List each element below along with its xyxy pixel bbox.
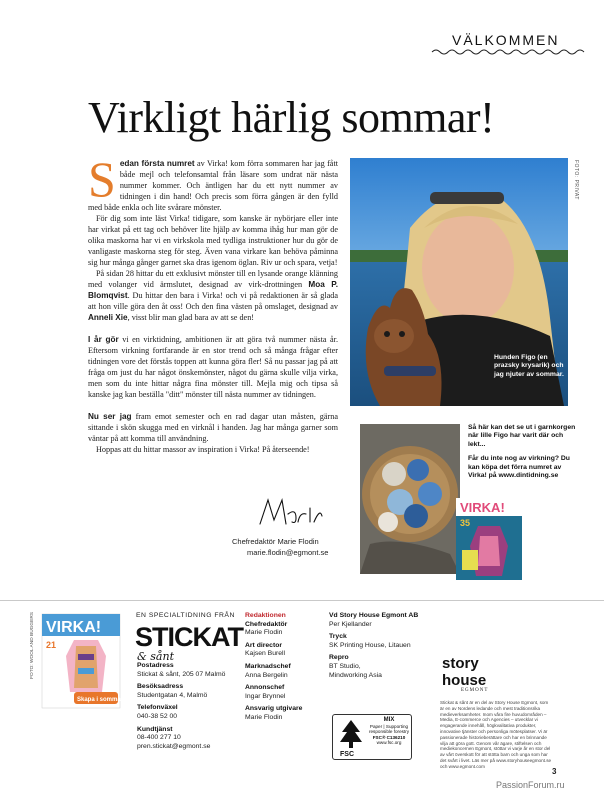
current-cover-illustration: [40, 612, 124, 710]
phone-number: 040-38 52 00: [137, 712, 178, 720]
sh-logo-1: story: [442, 655, 479, 672]
repro-label: Repro: [329, 654, 349, 662]
repro-1: BT Studio,: [329, 662, 361, 670]
drop-cap: S: [88, 151, 116, 207]
sh-logo-2: house: [442, 672, 487, 689]
footer-photo-credit: FOTO: WOOL AND BUGGERS: [30, 612, 35, 679]
fsc-paper: Paper | Supporting responsible forestry: [368, 723, 410, 735]
print-label: Tryck: [329, 633, 347, 641]
egmont-label: EGMONT: [461, 688, 489, 693]
paragraph-1: [88, 151, 338, 213]
paragraph-4: [88, 334, 338, 400]
cover-tagline: Skapa i sommar!: [77, 697, 126, 703]
paragraph-3-a: På sidan 28 hittar du ett exklusivt mönster till en lysande orange klänning med volanger vid ärmslutet, designad av virk-drottningen: [88, 269, 338, 289]
postal-label: Postadress: [137, 662, 174, 669]
editor-title: Chefredaktör Marie Flodin: [232, 537, 319, 546]
role-label: Art director: [245, 641, 283, 649]
role-name: Marie Flodin: [245, 713, 283, 721]
contact-column: [137, 662, 237, 755]
paragraph-3: [88, 268, 338, 323]
prev-cover-title: VIRKA!: [460, 500, 505, 515]
paragraph-5-lead: Nu ser jag: [88, 412, 132, 421]
current-issue-cover: [40, 612, 124, 710]
photo-credit: FOTO: PRIVAT: [573, 160, 579, 200]
signature: [256, 494, 326, 532]
paragraph-4-text: vi en virktidning, ambitionen är att göra två nummer nästa år. Eftersom virkning fortfarande är en stor trend och så många frågar efter tidningen vore det förstås toppen att kunna göra fler! Så nu passar jag på att fråga om just du har något önskemönster, något du gärna skulle vilja virka, men som du inte hittar några fina mönster till. Mejla mig och tipsa så kanske jag kan beställa "ditt" mönster till nästa nummer av tidningen.: [88, 335, 338, 399]
brand-name: STICKAT: [135, 622, 243, 652]
prev-cover-number: 35: [460, 518, 471, 528]
side-note-1: Så här kan det se ut i garnkorgen när lille Figo har varit där och lekt...: [468, 424, 576, 448]
fsc-site: www.fsc.org: [376, 740, 402, 746]
article-body: [88, 151, 338, 455]
designer-name-2: Anneli Xie: [88, 313, 128, 322]
phone-label: Telefonväxel: [137, 704, 178, 712]
section-label: VÄLKOMMEN: [452, 32, 560, 48]
repro-2: Mindworking Asia: [329, 671, 382, 679]
role-name: Ingar Brynnel: [245, 692, 286, 700]
fsc-logo-text: FSC: [340, 751, 354, 758]
editorial-heading: Redaktionen: [245, 612, 286, 619]
brand-sub: & sånt: [137, 650, 174, 663]
headline: Virkligt härlig sommar!: [88, 93, 495, 142]
role-label: Chefredaktör: [245, 620, 288, 628]
vd-name: Per Kjellander: [329, 620, 372, 628]
page-number: 3: [552, 767, 557, 776]
paragraph-3-c: , visst blir man glad bara av att se den!: [127, 313, 255, 322]
paragraph-1-lead: edan första numret: [119, 159, 195, 168]
service-label: Kundtjänst: [137, 725, 173, 733]
role-label: Annonschef: [245, 684, 285, 692]
photo-caption: Hunden Figo (en prazsky krysarik) och jag njuter av sommar.: [494, 354, 564, 378]
fsc-tree-icon: [336, 716, 366, 760]
role-name: Anna Bergelin: [245, 671, 288, 679]
side-note-2: Får du inte nog av virkning? Du kan köpa det förra numret av Virka! på www.dintidning.se: [468, 455, 570, 480]
editor-photo: [350, 158, 568, 406]
paragraph-3-b: . Du hittar den bara i Virka! och vi på redaktionen är så glada att hon ville göra den åt oss! Och den fina västen på omslaget, designad av: [88, 291, 338, 311]
basket-photo: [360, 424, 460, 574]
cover-number: 21: [46, 640, 57, 650]
brand-intro: EN SPECIALTIDNING FRÅN: [136, 612, 235, 619]
cover-illustration: [452, 496, 526, 582]
paragraph-2: För dig som inte läst Virka! tidigare, som kanske är nybörjare eller inte har virkat på ett tag och behöver lite hjälp av komma ihåg hur man gör de olika maskorna har vi en virkskola med tydliga instruktioner hur du gör de vanligaste maskorna steg för steg. Även vana virkare kan behöva påminna sig hur många gånger garnet ska dras igenom öglan. Riv ur och spara, vetja!: [88, 214, 338, 267]
yarn-basket-illustration: [360, 424, 460, 574]
wave-decoration: [432, 48, 584, 56]
paragraph-5-text: fram emot semester och en rad dagar utan måsten, gärna sittande i skön skugga med en virknål i handen. Jag har många garner som väntar på att komma till användning.: [88, 412, 338, 443]
role-label: Ansvarig utgivare: [245, 705, 303, 713]
story-house-logo: [440, 654, 506, 688]
editorial-column: [245, 612, 335, 727]
paragraph-6: Hoppas att du hittar massor av inspiration i Virka! På återseende!: [96, 445, 310, 454]
about-text: Stickat & sånt är en del av Story House Egmont, som är en av Nordens ledande och mest traditionsrika medieverksamheter. Inom våra fire huvudområden – Media, E-commerce och Agencies – utvecklar vi engagerande innehåll, högkvalitativa produkter, innovative tjänster och personliga mötesplatser. Vi är passionerade historieberättare och har en brinnande vilja att göra gott. Genom vår ägare, stiftelsen och mediekoncernen Egmont, stöttar vi varje år en stor del av vårt överskott för att stötta barn och unga som har det svårt i livet. Läs mer på www.storyhouseegmont.se och www.egmont.com: [440, 700, 552, 769]
visit-label: Besöksadress: [137, 683, 184, 691]
print-name: SK Printing House, Litauen: [329, 641, 411, 649]
footer-divider: [0, 600, 604, 601]
service-email[interactable]: pren.stickat@egmont.se: [137, 742, 211, 750]
vd-label: Vd Story House Egmont AB: [329, 612, 419, 619]
paragraph-5: [88, 411, 338, 444]
editor-email[interactable]: marie.flodin@egmont.se: [247, 548, 329, 557]
visit-address: Studentgatan 4, Malmö: [137, 691, 208, 699]
postal-address: Stickat & sånt, 205 07 Malmö: [137, 670, 226, 678]
previous-issue-cover[interactable]: [452, 496, 526, 582]
side-note: [468, 424, 580, 486]
role-label: Marknadschef: [245, 662, 291, 670]
paragraph-4-lead: I år gör: [88, 335, 119, 344]
role-name: Kajsen Burell: [245, 650, 286, 658]
fsc-label: [332, 714, 412, 760]
cover-title: VIRKA!: [46, 619, 102, 636]
service-phone: 08-400 277 10: [137, 734, 181, 742]
fsc-mix: MIX: [383, 717, 395, 723]
fsc-code: FSC® C136210: [372, 734, 406, 740]
publisher-column: [329, 612, 439, 684]
designer-name-1: Moa P. Blomqvist: [88, 280, 338, 300]
watermark: PassionForum.ru: [496, 780, 565, 790]
paragraph-1-text: av Virka! kom förra sommaren har jag fått både mejl och telefonsamtal från läsare som undrat när nästa nummer kommer. Och äntligen har du ett nytt nummer av tidningen i din hand! Och precis som förra gången är den fylld med både enkla och lite svårare mönster.: [88, 159, 338, 212]
role-name: Marie Flodin: [245, 629, 283, 637]
brand-logo: [135, 620, 243, 663]
